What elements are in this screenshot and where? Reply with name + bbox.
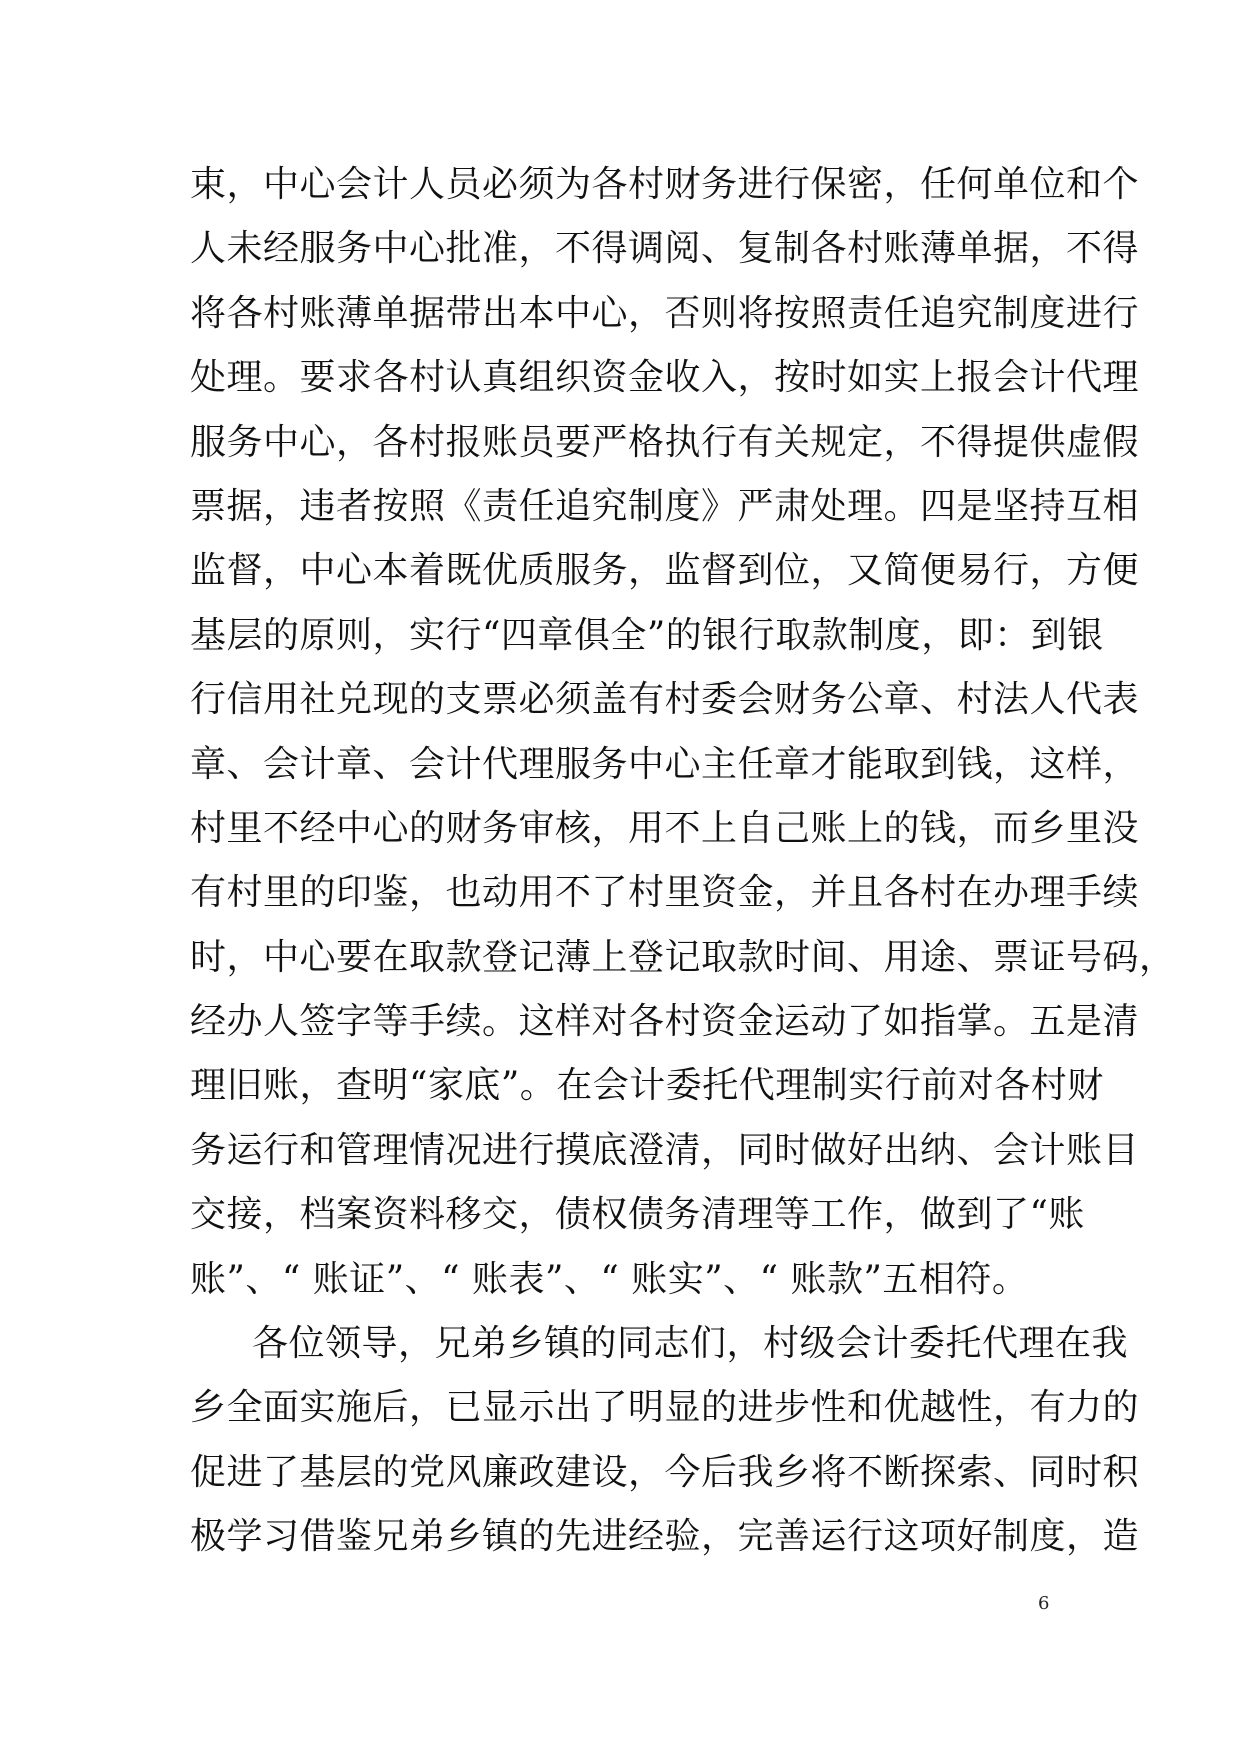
paragraph-end-line: 账”、“ 账证”、“ 账表”、“ 账实”、“ 账款”五相符。 (190, 1258, 1029, 1300)
text-line: 交接，档案资料移交，债权债务清理等工作，做到了“账 (190, 1194, 1085, 1236)
text-line: 章、会计章、会计代理服务中心主任章才能取到钱，这样， (190, 743, 1140, 785)
text-line: 乡全面实施后，已显示出了明显的进步性和优越性，有力的 (190, 1387, 1140, 1429)
text-line: 监督，中心本着既优质服务，监督到位，又简便易行，方便 (190, 550, 1140, 592)
text-line: 极学习借鉴兄弟乡镇的先进经验，完善运行这项好制度，造 (190, 1516, 1140, 1558)
text-line: 将各村账薄单据带出本中心，否则将按照责任追究制度进行 (190, 292, 1140, 334)
page-number: 6 (1038, 1593, 1050, 1614)
paragraph-start-line: 各位领导，兄弟乡镇的同志们，村级会计委托代理在我 (252, 1323, 1129, 1365)
text-line: 时，中心要在取款登记薄上登记取款时间、用途、票证号码， (190, 936, 1176, 978)
text-line: 经办人签字等手续。这样对各村资金运动了如指掌。五是清 (190, 1001, 1140, 1043)
text-line: 人未经服务中心批准，不得调阅、复制各村账薄单据，不得 (190, 228, 1140, 270)
body-text (190, 153, 1176, 1570)
text-line: 束，中心会计人员必须为各村财务进行保密，任何单位和个 (190, 164, 1140, 205)
text-line: 基层的原则，实行“四章俱全”的银行取款制度，即：到银 (190, 614, 1104, 656)
text-line: 行信用社兑现的支票必须盖有村委会财务公章、村法人代表 (190, 679, 1140, 721)
text-line: 服务中心，各村报账员要严格执行有关规定，不得提供虚假 (190, 421, 1140, 463)
text-line: 处理。要求各村认真组织资金收入，按时如实上报会计代理 (190, 357, 1140, 399)
text-line: 票据，违者按照《责任追究制度》严肃处理。四是坚持互相 (190, 485, 1140, 527)
text-line: 有村里的印鉴，也动用不了村里资金，并且各村在办理手续 (190, 872, 1140, 914)
text-line: 村里不经中心的财务审核，用不上自己账上的钱，而乡里没 (190, 807, 1140, 849)
text-line: 理旧账，查明“家底”。在会计委托代理制实行前对各村财 (190, 1065, 1104, 1107)
text-line: 务运行和管理情况进行摸底澄清，同时做好出纳、会计账目 (190, 1129, 1140, 1171)
text-line: 促进了基层的党风廉政建设，今后我乡将不断探索、同时积 (190, 1451, 1140, 1493)
